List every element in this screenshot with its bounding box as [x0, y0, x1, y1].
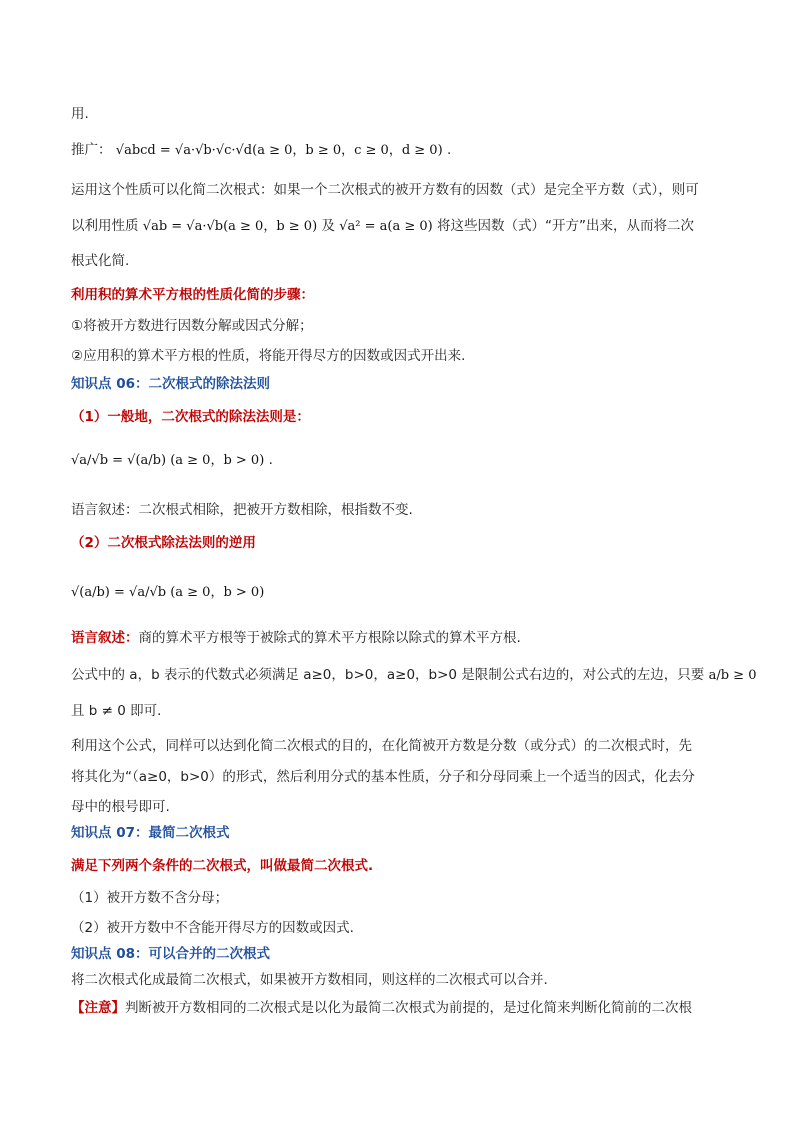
period: . [446, 142, 452, 158]
text-line: 用. [71, 106, 89, 122]
statement-label: 语言叙述： [71, 630, 139, 646]
text-line: 语言叙述：二次根式相除，把被开方数相除，根指数不变. [71, 502, 413, 518]
text-line: 母中的根号即可. [71, 799, 170, 815]
square-property-formula: √a² = a(a ≥ 0) [339, 219, 433, 234]
section-heading-08: 知识点 08：可以合并的二次根式 [71, 946, 270, 962]
text-segment: 及 [321, 218, 335, 234]
text-line: 利用这个公式，同样可以达到化简二次根式的目的，在化简被开方数是分数（或分式）的二次根式时，先 [71, 738, 692, 754]
division-formula-text: √a/√b = √(a/b) (a ≥ 0，b > 0) [71, 453, 265, 468]
section-heading-06: 知识点 06：二次根式的除法法则 [71, 376, 270, 392]
note-tag: 【注意】 [71, 1000, 125, 1016]
product-property-formula: √ab = √a·√b(a ≥ 0，b ≥ 0) [142, 219, 318, 234]
text-line: 将二次根式化成最简二次根式，如果被开方数相同，则这样的二次根式可以合并. [71, 972, 548, 988]
condition-item: （1）被开方数不含分母； [71, 890, 229, 906]
statement-text: 商的算术平方根等于被除式的算术平方根除以除式的算术平方根. [138, 630, 521, 646]
text-line: 且 b ≠ 0 即可. [71, 703, 162, 719]
note-text: 判断被开方数相同的二次根式是以化为最简二次根式为前提的，是过化简来判断化简前的二次根 [125, 1000, 692, 1016]
property-line [71, 216, 694, 237]
section-heading-07: 知识点 07：最简二次根式 [71, 825, 230, 841]
text-line: 将其化为“（a≥0，b>0）的形式，然后利用分式的基本性质，分子和分母同乘上一个适当的因式，化去分 [71, 769, 695, 785]
generalization-formula: √abcd = √a·√b·√c·√d(a ≥ 0，b ≥ 0，c ≥ 0，d ≥ 0) [115, 143, 443, 158]
inverse-formula-text: √(a/b) = √a/√b (a ≥ 0，b > 0) [71, 585, 265, 600]
period: . [268, 452, 273, 468]
generalization-line [71, 140, 451, 161]
statement-line [71, 628, 521, 648]
division-formula [71, 445, 273, 476]
subheading-inverse-rule: （2）二次根式除法法则的逆用 [71, 535, 256, 551]
definition-heading: 满足下列两个条件的二次根式，叫做最简二次根式. [71, 858, 374, 874]
text-line: 根式化简. [71, 253, 130, 269]
step-item: ②应用积的算术平方根的性质，将能开得尽方的因数或因式开出来. [71, 348, 466, 364]
note-line [71, 998, 692, 1018]
text-segment: 将这些因数（式）“开方”出来，从而将二次 [437, 218, 695, 234]
text-segment: 以利用性质 [71, 218, 139, 234]
condition-line [71, 665, 756, 686]
generalization-label: 推广： [71, 142, 112, 158]
text-segment: 公式中的 a，b 表示的代数式必须满足 a≥0，b>0，a≥0，b>0 是限制公式右边的，对公式的左边，只要 [71, 667, 705, 683]
text-line: 运用这个性质可以化简二次根式：如果一个二次根式的被开方数有的因数（式）是完全平方数（式），则可 [71, 182, 699, 198]
condition-formula: a/b ≥ 0 [708, 668, 757, 683]
inverse-division-formula [71, 577, 264, 608]
step-item: ①将被开方数进行因数分解或因式分解； [71, 318, 313, 334]
condition-item: （2）被开方数中不含能开得尽方的因数或因式. [71, 920, 354, 936]
subheading-division-rule: （1）一般地，二次根式的除法法则是： [71, 409, 310, 425]
steps-heading: 利用积的算术平方根的性质化简的步骤： [71, 287, 314, 303]
